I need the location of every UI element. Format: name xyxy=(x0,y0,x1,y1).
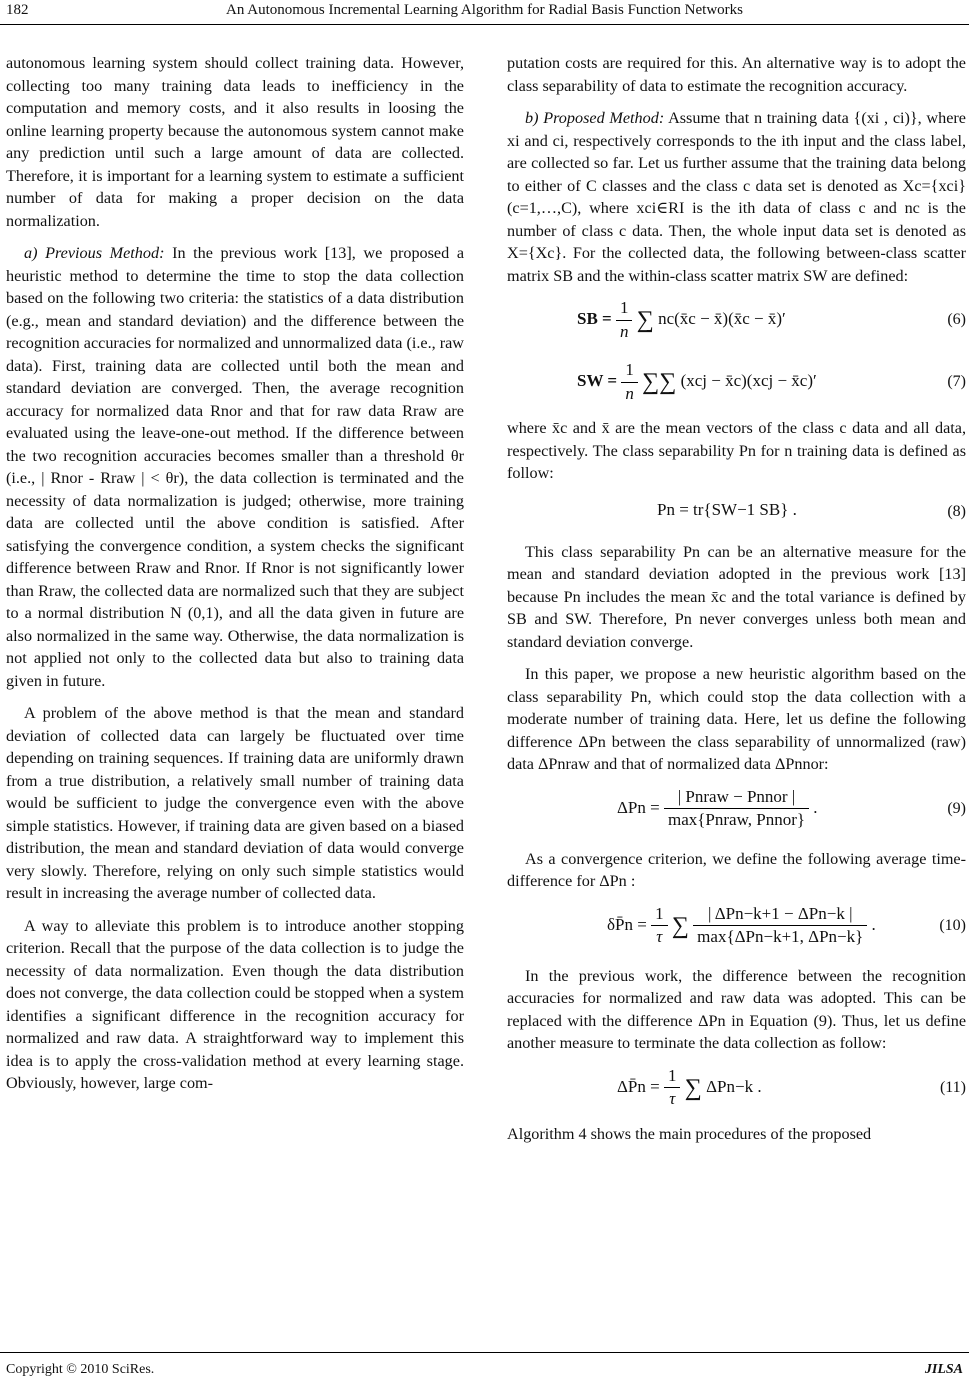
copyright: Copyright © 2010 SciRes. xyxy=(6,1362,155,1377)
eq10-number: (10) xyxy=(939,916,966,934)
right-paragraph-4: This class separability Pn can be an alternative measure for the mean and standard deviation adopted in the previous work [13] because Pn includes the mean x̄c and the total variance is defined by SB and SW. Therefore, Pn never converges unless both mean and standard deviation converge. xyxy=(507,542,966,651)
eq10-numerator: | ΔPn−k+1 − ΔPn−k | xyxy=(693,903,867,927)
eq11-number: (11) xyxy=(939,1078,966,1096)
eq10-lhs: δP̄n = xyxy=(607,914,647,934)
right-paragraph-7: In the previous work, the difference between the recognition accuracies for normalized and raw data was adopted. This can be replaced with the difference ΔPn in Equation (9). Thus, let us define another measure to terminate the data collection as follow: xyxy=(507,966,966,1052)
eq11-lhs: ΔP̄n = xyxy=(617,1076,660,1096)
eq7-rhs: (xcj − x̄c)(xcj − x̄c)′ xyxy=(680,370,817,390)
eq10-denominator: max{ΔPn−k+1, ΔPn−k} xyxy=(697,927,864,946)
eq6-rhs: nc(x̄c − x̄)(x̄c − x̄)′ xyxy=(658,308,786,328)
journal-name: JILSA xyxy=(924,1362,963,1377)
eq9-lhs: ΔPn = xyxy=(617,797,660,817)
right-paragraph-5: In this paper, we propose a new heuristic algorithm based on the class separability Pn, which could stop the data collection with a moderate number of training data. Here, let us define the following difference ΔPn between the class separability of unnormalized (raw) data ΔPnraw and that of normalized data ΔPnnor: xyxy=(507,665,966,773)
eq9-numerator: | Pnraw − Pnnor | xyxy=(664,786,809,810)
left-paragraph-3: A problem of the above method is that the mean and standard deviation of collected data can largely be fluctuated over time depending on training sequences. If training data are uniformly drawn from a true distribution, a relatively small number of training data would be sufficient to judge the convergence even with the above simple statistics. However, if training data are given based on a biased distribution, the mean and standard deviation of data would converge very slowly. Therefore, relying on only such simple statistics would result in increasing the average number of collected data. xyxy=(6,704,464,902)
eq7-lhs: SW = xyxy=(577,370,618,390)
left-paragraph-4: A way to alleviate this problem is to introduce another stopping criterion. Recall that the purpose of the data collection is to judge the necessity of data normalization. Even though the data distribution does not converge, the data collection could be stopped when a system identifies a significant difference in the recognition accuracy for normalized and raw data. A straightforward way to implement this idea is to apply the cross-validation method at every learning stage. Obviously, however, large com- xyxy=(6,916,464,1092)
previous-method-heading: a) Previous Method: xyxy=(24,244,165,262)
proposed-method-heading: b) Proposed Method: xyxy=(525,109,665,127)
right-paragraph-6: As a convergence criterion, we define the following average time-difference for ΔPn : xyxy=(507,849,966,890)
left-paragraph-1: autonomous learning system should collect training data. However, collecting too many training data leads to inefficiency in the computation and memory costs, and it also results in loosing the online learning property because the autonomous system cannot make any prediction until such a large amount of data are collected. Therefore, it is important for a learning system to estimate a sufficient number of data for making a proper decision on the data normalization. xyxy=(6,54,464,230)
eq6-number: (6) xyxy=(947,311,966,328)
previous-method-paragraph xyxy=(6,242,464,692)
header-rule xyxy=(0,24,969,25)
right-column xyxy=(507,52,966,1145)
left-column xyxy=(6,52,464,1095)
eq9-number: (9) xyxy=(947,799,966,817)
equation-10: δP̄n = $\frac{1}{\tau}$ ∑ $\frac{\text{| ΔPn−k+1 − ΔPn−k |}}{\text{max\{ΔPn−k+1, ΔPn−k\}}}$ . (10) xyxy=(507,899,966,955)
footer-rule xyxy=(0,1352,969,1353)
equation-9: ΔPn = $\frac{\text{| Pnraw − Pnnor |}}{\text{max\{Pnraw, Pnnor\}}}$ . (9) xyxy=(507,782,966,838)
page-number: 182 xyxy=(6,2,29,18)
proposed-method-paragraph xyxy=(507,107,966,287)
previous-method-text: In the previous work [13], we proposed a heuristic method to determine the time to stop the data collection based on the following two criteria: the statistics of a data distribution (e.g., mean and standard deviation) and the difference between the recognition accuracies for normalized and unnormalized data (i.e., raw data). First, training data are collected until both the mean and standard deviation are converged. Then, the average recognition accuracy for normalized data Rnor and that for raw data Rraw are evaluated using the leave-one-out method. If the difference between the two recognition accuracies becomes smaller than a threshold θr (i.e., | Rnor - Rraw | < θr), the data collection is terminated and the necessity of data normalization is judged; otherwise, more training data are collected until the above condition is satisfied. After satisfying the convergence condition, a system checks the significant difference between Rraw and Rnor. If Rnor is not significantly lower than Rraw, the collected data are normalized such that they are subject to a normal distribution N (0,1), and all the data given in future are also normalized in the same way. Otherwise, the data normalization is not applied not only to the collected data but also to training data given in future. xyxy=(6,244,465,690)
proposed-method-text: Assume that n training data {(xi , ci)}, where xi and ci, respectively corresponds to the ith input and the class label, are collected so far. Let us further assume that the training data belong to either of C classes and the class c data set is denoted as Xc={xci} (c=1,…,C), where xci∈RI is the ith data of class c and nc is the number of class c data. Then, the whole input data set is denoted as X={Xc}. For the collected data, the following between-class scatter matrix SB and the within-class scatter matrix SW are defined: xyxy=(507,109,966,285)
equation-7: SW = $\frac{1}{n}$ ∑∑ (xcj − x̄c)(xcj − x̄c)′ (7) xyxy=(577,360,966,403)
equation-8 xyxy=(507,491,966,531)
right-paragraph-8: Algorithm 4 shows the main procedures of the proposed xyxy=(507,1124,872,1143)
right-paragraph-3: where x̄c and x̄ are the mean vectors of the class c data and all data, respectively. The class separability Pn for n training data is defined as follow: xyxy=(507,419,966,482)
eq11-rhs: ΔPn−k . xyxy=(706,1076,762,1096)
eq9-denominator: max{Pnraw, Pnnor} xyxy=(667,810,806,829)
right-paragraph-1: putation costs are required for this. An alternative way is to adopt the class separability of data to estimate the recognition accuracy. xyxy=(507,54,966,95)
equation-6: SB = $\frac{1}{n}$ ∑ nc(x̄c − x̄)(x̄c − x̄)′ (6) xyxy=(577,298,966,341)
eq6-lhs: SB = xyxy=(577,308,612,328)
eq7-number: (7) xyxy=(947,373,966,390)
equation-11: ΔP̄n = $\frac{1}{\tau}$ ∑ ΔPn−k . (11) xyxy=(617,1065,966,1108)
eq8-body: Pn = tr{SW−1 SB} . xyxy=(657,499,797,519)
eq8-number: (8) xyxy=(947,502,966,520)
running-title: An Autonomous Incremental Learning Algorithm for Radial Basis Function Networks xyxy=(225,2,743,18)
